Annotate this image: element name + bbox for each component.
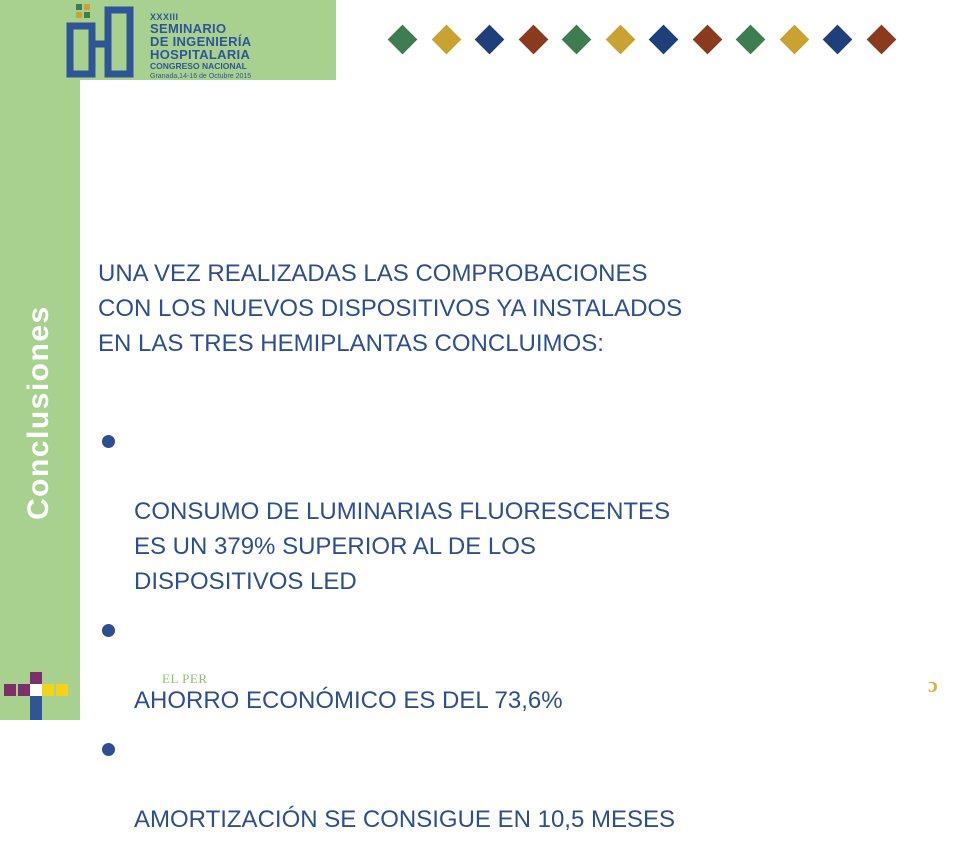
bullet-dot-icon <box>102 624 115 637</box>
diamond-icon <box>388 25 418 55</box>
diamond-icon <box>605 25 635 55</box>
bullet-dot-icon <box>102 435 115 448</box>
logo-text <box>150 13 251 80</box>
diamond-icon <box>823 25 853 55</box>
corner-cross-icon <box>0 660 80 720</box>
logo-line-seminario: SEMINARIO <box>150 21 227 36</box>
logo-line-congreso: CONGRESO NACIONAL <box>150 61 247 71</box>
conclusions-list <box>98 424 928 851</box>
bullet-text: CONSUMO DE LUMINARIAS FLUORESCENTES ES UN 379% SUPERIOR AL DE LOS DISPOSITIVOS LED <box>134 498 671 595</box>
edge-glyph: ɔ <box>928 672 938 697</box>
list-item <box>98 424 928 599</box>
seminar-logo-icon <box>62 2 142 78</box>
section-title: Conclusiones <box>22 305 55 520</box>
diamond-icon <box>431 25 461 55</box>
logo-line-date: Granada,14-16 de Octubre 2015 <box>150 72 252 80</box>
diamond-icon <box>475 25 505 55</box>
diamond-icon <box>562 25 592 55</box>
logo-edition: XXXIII <box>150 12 179 22</box>
diamond-icon <box>779 25 809 55</box>
seminar-logo <box>62 2 272 80</box>
bullet-text: AHORRO ECONÓMICO ES DEL 73,6% <box>134 687 563 714</box>
intro-paragraph: UNA VEZ REALIZADAS LAS COMPROBACIONES CON LOS NUEVOS DISPOSITIVOS YA INSTALADOS EN LAS TRES HEMIPLANTAS CONCLUIMOS: <box>98 260 683 357</box>
logo-line-hospitalaria: HOSPITALARIA <box>150 47 251 62</box>
diamond-icon <box>736 25 766 55</box>
bullet-dot-icon <box>102 743 115 756</box>
diamond-row <box>388 22 918 58</box>
diamond-icon <box>649 25 679 55</box>
list-item <box>98 613 928 718</box>
diamond-icon <box>866 25 896 55</box>
logo-line-ingenieria: DE INGENIERÍA <box>150 34 252 49</box>
footer-text: EL PER <box>162 671 208 686</box>
diamond-icon <box>692 25 722 55</box>
list-item <box>98 732 928 837</box>
diamond-icon <box>518 25 548 55</box>
bullet-text: AMORTIZACIÓN SE CONSIGUE EN 10,5 MESES <box>134 806 676 833</box>
